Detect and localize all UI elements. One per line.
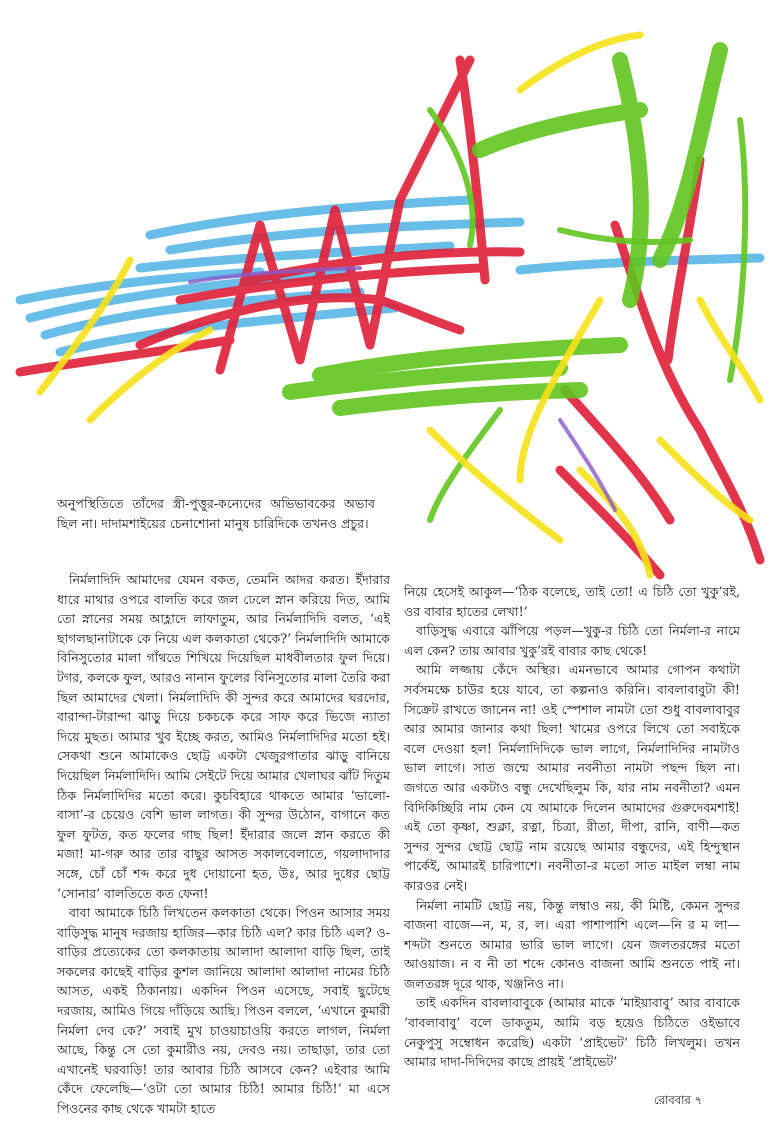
article-column-left-top (57, 494, 375, 533)
article-paragraph: আমি লজ্জায় কেঁদে অস্থির। এমনভাবে আমার গোপন কথাটা সর্বসমক্ষে চাউর হয়ে যাবে, তা কল্পনাও করিনি। বাবলাবাবুটা কী! সিক্রেট রাখতে জানেন না! ওই স্পেশাল নামটা তো শুধু বাবলাবাবুর আর আমার জানার কথা ছিল! খামের ওপরে লিখে তো সবাইকে বলে দেওয়া হল! নির্মলাদিদিকে ভাল লাগে, নির্মলাদিদির নামটাও ভাল লাগে। সাত জন্মে আমার নবনীতা নামটা পছন্দ ছিল না। জগতে আর একটাও বন্ধু দেখেছিলুম কি, যার নাম নবনীতা? এমন বিদিকিচ্ছিরি নাম কেন যে আমাকে দিলেন আমাদের গুরুদেবমশাই! এই তো কৃষ্ণা, শুক্লা, রত্না, চিত্রা, রীতা, দীপা, রানি, বাণী—কত সুন্দর সুন্দর ছোট্ট ছোট্ট নাম রয়েছে আমার বন্ধুদের, এই হিন্দুস্থান পার্কেই, আমারই চারিপাশে। নবনীতা-র মতো সাত মাইল লম্বা নাম কারওর নেই। (404, 662, 740, 893)
article-paragraph: তাই একদিন বাবলাবাবুকে (আমার মাকে ‘মাইয়াবাবু’ আর বাবাকে ‘বাবলাবাবু’ বলে ডাকতুম, আমি বড় হয়েও চিঠিতে ওইভাবে নেকুপুসু সম্বোধন করেছি) একটা ‘প্রাইভেট’ চিঠি লিখলুম। তখন আমার দাদা-দিদিদের কাছে প্রায়ই ‘প্রাইভেট’ (404, 995, 740, 1070)
article-paragraph: নিয়ে হেসেই আকুল—‘ঠিক বলেছে, তাই তো! এ চিঠি তো খুকু’রই, ওর বাবার হাতের লেখা!’ (404, 584, 740, 619)
article-paragraph: নির্মলাদিদি আমাদের যেমন বকত, তেমনি আদর করত। ইঁদারার ধারে মাথার ওপরে বালতি করে জল ঢেলে স্নান করিয়ে দিত, আমি তো স্নানের সময় আহ্লাদে লাফাতুম, আর নির্মলাদিদি বলত, ‘এই ছাগলছানাটাকে কে নিয়ে এল কলকাতা থেকে?’ নির্মলাদিদি আমাকে বিনিসুতোর মালা গাঁথতে শিখিয়ে দিয়েছিল মাধবীলতার ফুল দিয়ে। টগর, কলকে ফুল, আরও নানান ফুলের বিনিসুতোর মালা তৈরি করা ছিল আমাদের খেলা। নির্মলাদিদি কী সুন্দর করে আমাদের ঘরদোর, বারান্দা-টারান্দা ঝাড়ু দিয়ে চকচকে করে সাফ করে ভিজে ন্যাতা দিয়ে মুছত। আমার খুব ইচ্ছে করত, আমিও নির্মলাদিদির মতো হই। সেকথা শুনে আমাকেও ছোট্ট একটা খেজুরপাতার ঝাড়ু বানিয়ে দিয়েছিল নির্মলাদিদি। আমি সেইটে দিয়ে আমার খেলাঘর ঝাঁট দিতুম ঠিক নির্মলাদিদির মতো করে। কুচবিহারে থাকতে আমার ‘ভালো-বাসা’-র চেয়েও বেশি ভাল লাগত। কী সুন্দর উঠোন, বাগানে কত ফুল ফুটত, কত ফলের গাছ ছিল! ইঁদারার জলে স্নান করতে কী মজা! মা-গরু আর তার বাছুর আসত সকালবেলাতে, গয়লাদাদার সঙ্গে, চোঁ চোঁ শব্দ করে দুধ দোয়ানো হত, উঃ, আর দুধের ছোট্ট ‘সোনার’ বালতিতে কত ফেনা! (57, 572, 390, 901)
article-column-right (404, 582, 740, 1072)
article-paragraph: বাবা আমাকে চিঠি লিখতেন কলকাতা থেকে। পিওন আসার সময় বাড়িসুদ্ধ মানুষ দরজায় হাজির—কার চিঠি এল? কার চিঠি এল? ও-বাড়ির প্রত্যেকের তো কলকাতায় আলাদা আলাদা বাড়ি ছিল, তাই সকলের কাছেই বাড়ির কুশল জানিয়ে আলাদা আলাদা নামের চিঠি আসত, একই ঠিকানায়। একদিন পিওন এসেছে, সবাই ছুটেছে দরজায়, আমিও গিয়ে দাঁড়িয়ে আছি। পিওন বললে, ‘এখানে কুমারী নির্মলা দেব কে?’ সবাই মুখ চাওয়াচাওয়ি করতে লাগল, নির্মলা আছে, কিন্তু সে তো কুমারীও নয়, দেবও নয়। তাছাড়া, তার তো এখানেই ঘরবাড়ি! তার আবার চিঠি আসবে কেন? এইবার আমি কেঁদে ফেলেছি—‘ওটা তো আমার চিঠি! আমার চিঠি!’ মা এসে পিওনের কাছ থেকে খামটা হাতে (57, 905, 390, 1117)
article-paragraph: নির্মলা নামটি ছোট্ট নয়, কিন্তু লম্বাও নয়, কী মিষ্টি, কেমন সুন্দর বাজনা বাজে—ন, ম, র, ল। এরা পাশাপাশি এলে—নি র ম লা—শব্দটা শুনতে আমার ভারি ভাল লাগে। যেন জলতরঙ্গের মতো আওয়াজ। ন ব নী তা শব্দে কোনও বাজনা আমি শুনতে পাই না। জলতরঙ্গ দূরে থাক, খঞ্জনিও না। (404, 897, 740, 991)
article-paragraph: বাড়িসুদ্ধ এবারে ঝাঁপিয়ে পড়ল—খুকু-র চিঠি তো নির্মলা-র নামে এল কেন? তায় আবার খুকু’রই বাবার কাছ থেকে! (404, 623, 740, 658)
article-paragraph: অনুপস্থিতিতে তাঁদের স্ত্রী-পুত্তুর-কন্যেদের অভিভাবকের অভাব ছিল না। দাদামশাইয়ের চেনাশোনা মানুষ চারিদিকে তখনও প্রচুর। (57, 496, 375, 531)
article-column-left (57, 570, 390, 1119)
page-folio: রোববার ৭ (654, 1093, 702, 1107)
